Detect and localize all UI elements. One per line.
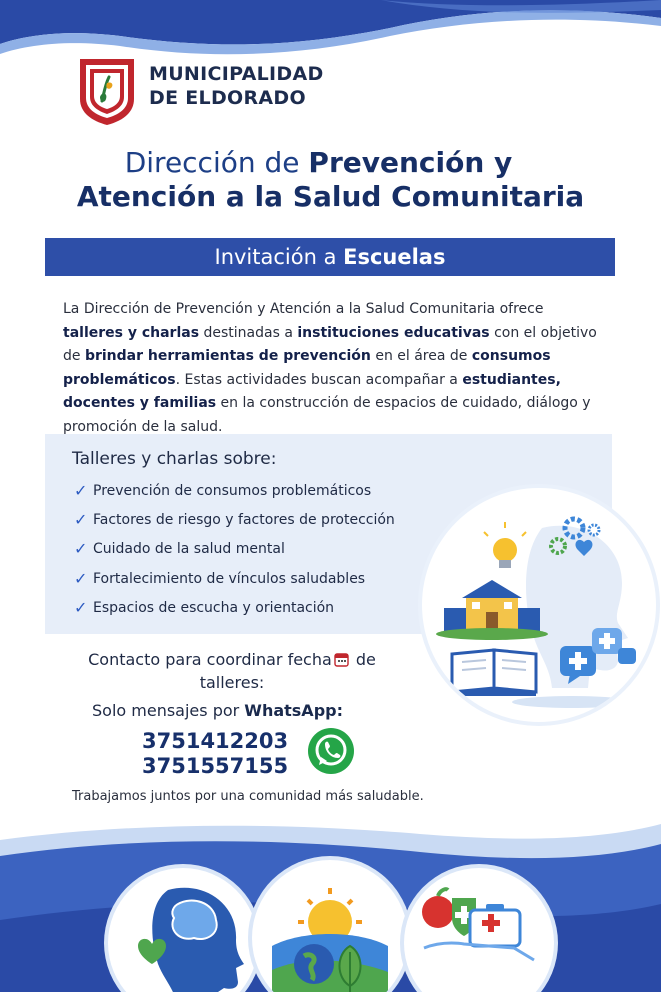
intro-bold-4: consumos problemáticos: [63, 348, 551, 388]
lightbulb-icon: [484, 522, 526, 568]
phone-number[interactable]: 3751557155: [142, 754, 289, 778]
contact-text: [62, 648, 402, 694]
topics-list: [74, 480, 395, 626]
list-item: [74, 509, 395, 538]
whatsapp-bold: WhatsApp:: [244, 701, 343, 720]
intro-text-3: con el objetivo de: [63, 324, 597, 364]
municipality-line-2: DE ELDORADO: [149, 87, 306, 109]
topic-label: Prevención de consumos problemáticos: [93, 483, 372, 499]
topic-label: Fortalecimiento de vínculos saludables: [93, 570, 366, 587]
intro-text-4: en el área de: [370, 348, 472, 364]
list-item: [74, 568, 395, 597]
contact-text-1: Contacto para coordinar fecha: [88, 650, 332, 669]
banner-bold: Escuelas: [343, 245, 446, 269]
check-icon: ✓: [74, 568, 88, 588]
health-illustration: [422, 488, 656, 722]
list-item: [74, 597, 395, 626]
municipality-name: [149, 62, 324, 110]
intro-paragraph: [63, 298, 603, 439]
check-icon: ✓: [74, 510, 88, 530]
list-item: [74, 538, 395, 567]
calendar-icon: [334, 652, 349, 667]
intro-bold-2: instituciones educativas: [297, 324, 490, 341]
sun-landscape-icon: [272, 888, 388, 992]
title-line-2: Atención a la Salud Comunitaria: [76, 180, 585, 213]
medical-kit-icon: [422, 889, 534, 960]
intro-text-2: destinadas a: [199, 324, 298, 341]
title-line-1-bold: Prevención y: [308, 146, 513, 179]
title-line-1-regular: Dirección de: [124, 146, 309, 179]
intro-text-5: . Estas actividades buscan acompañar a: [175, 371, 463, 388]
topic-label: Espacios de escucha y orientación: [93, 599, 335, 616]
municipal-shield-logo: [78, 57, 136, 127]
phone-numbers: [142, 729, 288, 779]
municipality-line-1: MUNICIPALIDAD: [149, 63, 324, 85]
medical-bubble: [404, 868, 554, 992]
page-title: [40, 146, 621, 214]
check-icon: ✓: [74, 481, 88, 500]
contact-text-2: de talleres:: [199, 650, 376, 692]
intro-bold-3: brindar herramientas de prevención: [84, 348, 371, 364]
check-icon: ✓: [74, 539, 88, 559]
whatsapp-icon[interactable]: [307, 727, 355, 775]
tagline: Trabajamos juntos por una comunidad más saludable.: [72, 789, 424, 804]
list-item: [74, 480, 395, 509]
topic-label: Factores de riesgo y factores de protección: [93, 512, 395, 529]
intro-text-6: en la construcción de espacios de cuidado, diálogo y promoción de la salud.: [63, 395, 591, 435]
whatsapp-label: [92, 700, 343, 722]
brain-head-icon: [138, 888, 244, 992]
intro-bold-1: talleres y charlas: [63, 324, 200, 341]
whatsapp-regular: Solo mensajes por: [92, 701, 245, 720]
check-icon: ✓: [74, 597, 88, 617]
mental-health-bubble: [108, 868, 258, 992]
intro-bold-5: estudiantes, docentes y familias: [63, 371, 561, 411]
intro-text-1: La Dirección de Prevención y Atención a la Salud Comunitaria ofrece: [63, 301, 544, 317]
topic-label: Cuidado de la salud mental: [93, 541, 285, 558]
book-icon: [452, 650, 536, 696]
invitation-banner: [45, 238, 615, 276]
phone-number[interactable]: 3751412203: [142, 729, 289, 753]
banner-regular: Invitación a: [214, 245, 344, 269]
topics-title: Talleres y charlas sobre:: [72, 449, 277, 469]
nature-bubble: [252, 860, 408, 992]
